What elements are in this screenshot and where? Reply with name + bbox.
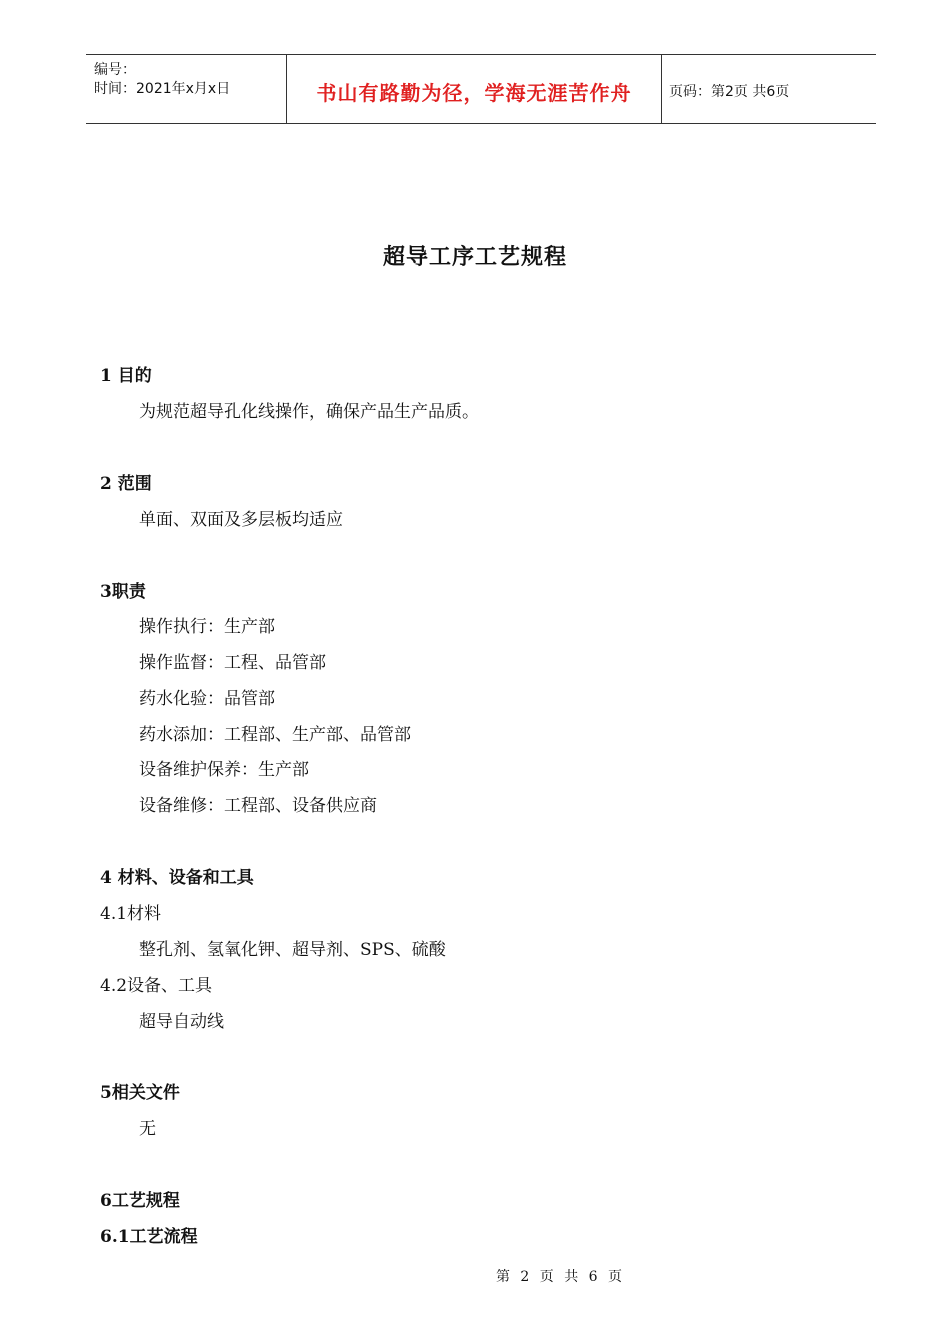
responsibility-item: 药水化验：品管部 [139, 689, 275, 709]
responsibility-item: 操作执行：生产部 [139, 617, 275, 637]
equipment-text: 超导自动线 [139, 1012, 224, 1032]
materials-text: 整孔剂、氢氧化钾、超导剂、SPS、硫酸 [139, 940, 446, 960]
page-header [86, 54, 876, 124]
document-title: 超导工序工艺规程 [382, 244, 567, 270]
responsibility-item: 药水添加：工程部、生产部、品管部 [139, 725, 411, 745]
related-docs-text: 无 [139, 1119, 156, 1139]
section-heading-scope: 2 范围 [100, 474, 152, 494]
section-heading-purpose: 1 目的 [100, 366, 152, 386]
section-heading-process: 6工艺规程 [100, 1191, 180, 1211]
header-left-cell [86, 55, 286, 123]
responsibility-item: 设备维护保养：生产部 [139, 760, 309, 780]
number-label: 编号： [94, 62, 136, 78]
page-footer [0, 1266, 950, 1286]
footer-page-number: 第 2 页 共 6 页 [495, 1269, 623, 1285]
page-info: 页码：第2页 共6页 [669, 84, 790, 100]
motto: 书山有路勤为径，学海无涯苦作舟 [316, 81, 632, 105]
subsection-materials: 4.1材料 [100, 904, 162, 924]
section-text-purpose: 为规范超导孔化线操作，确保产品生产品质。 [139, 402, 479, 422]
header-motto-cell [286, 55, 662, 123]
section-text-scope: 单面、双面及多层板均适应 [139, 510, 343, 530]
responsibility-item: 设备维修：工程部、设备供应商 [139, 796, 377, 816]
subsection-equipment: 4.2设备、工具 [100, 976, 213, 996]
header-right-cell [661, 55, 876, 123]
responsibility-item: 操作监督：工程、品管部 [139, 653, 326, 673]
section-heading-related-docs: 5相关文件 [100, 1083, 180, 1103]
date-line: 时间：2021年x月x日 [94, 81, 231, 97]
section-heading-materials: 4 材料、设备和工具 [100, 868, 254, 888]
subsection-process-flow: 6.1工艺流程 [100, 1227, 198, 1247]
section-heading-responsibility: 3职责 [100, 582, 146, 602]
